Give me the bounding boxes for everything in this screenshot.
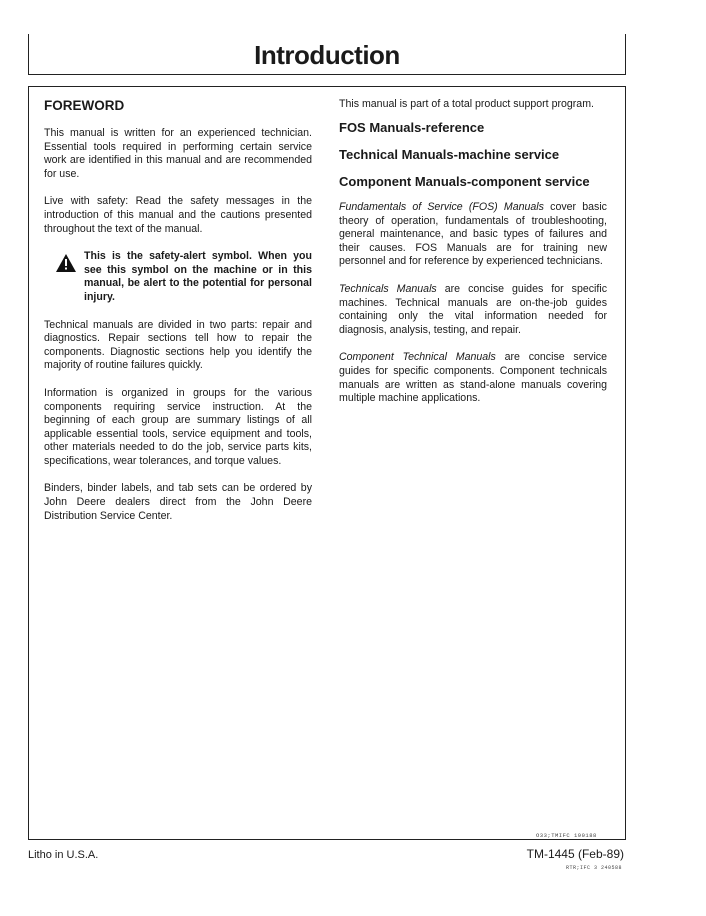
foreword-heading: FOREWORD [44, 98, 125, 113]
component-term: Component Technical Manuals [339, 351, 496, 364]
title-box [28, 34, 626, 75]
paragraph-fos [339, 201, 607, 269]
technical-term: Technicals Manuals [339, 282, 437, 295]
document-code-bottom: RTR;IFC 3 240588 [566, 865, 623, 871]
component-description: are concise service guides for specific components. Component technicals manuals are written as stand-alone manuals covering multiple machine applications. [339, 351, 607, 405]
paragraph-component [339, 351, 607, 405]
warning-triangle-icon [56, 254, 76, 272]
heading-component-manuals: Component Manuals-component service [339, 174, 590, 189]
manual-number: TM-1445 (Feb-89) [526, 847, 624, 861]
paragraph-ordering: Binders, binder labels, and tab sets can be ordered by John Deere dealers direct from the John Deere Distribution Service Center. [44, 482, 312, 522]
paragraph-technical [339, 283, 607, 337]
page-title: Introduction [254, 40, 400, 70]
document-code-top: O33;TMIFC 190188 [536, 832, 597, 839]
support-program-text: This manual is part of a total product support program. [339, 98, 594, 110]
right-column [339, 96, 607, 420]
technical-description: are concise guides for specific machines. Technical manuals are on-the-job guides containing only the vital information needed for diagnosis, analysis, testing, and repair. [339, 282, 607, 336]
heading-technical-manuals: Technical Manuals-machine service [339, 147, 560, 162]
safety-alert-text: This is the safety-alert symbol. When you see this symbol on the machine or in this manual, be alert to the potential for personal injury. [84, 250, 312, 303]
paragraph-safety-intro: Live with safety: Read the safety messages in the introduction of this manual and the cautions presented throughout the text of the manual. [44, 195, 312, 235]
fos-term: Fundamentals of Service (FOS) Manuals [339, 201, 544, 213]
paragraph-intro: This manual is written for an experienced technician. Essential tools required in performing certain service work are identified in this manual and are recommended for use. [44, 127, 312, 180]
fos-description: cover basic theory of operation, fundamentals of troubleshooting, general maintenance, and basic types of failures and their causes. FOS Manuals are for training new personnel and for reference by experienced technicians. [339, 201, 607, 268]
paragraph-organization: Information is organized in groups for the various components requiring service instruction. At the beginning of each group are summary listings of all applicable essential tools, service equipment and tools, other materials needed to do the job, service parts kits, specifications, wear tolerances, and torque values. [44, 386, 312, 467]
paragraph-manual-parts: Technical manuals are divided in two parts: repair and diagnostics. Repair sections tell how to repair the components. Diagnostic sections help you identify the majority of routine failures quickly. [44, 318, 312, 372]
left-column [44, 96, 312, 537]
litho-label: Litho in U.S.A. [28, 849, 99, 861]
heading-fos-manuals: FOS Manuals-reference [339, 120, 485, 135]
safety-alert-block [44, 250, 312, 304]
